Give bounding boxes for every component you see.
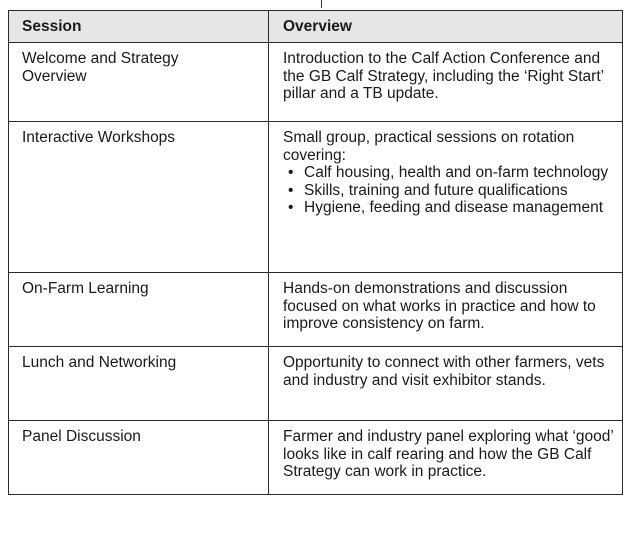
- session-cell: On-Farm Learning: [9, 273, 269, 347]
- session-name: Welcome and Strategy Overview: [22, 50, 179, 85]
- overview-text: Small group, practical sessions on rotation covering:: [283, 129, 575, 164]
- session-cell: Lunch and Networking: [9, 347, 269, 421]
- bullet-icon: •: [288, 164, 294, 181]
- bullet-icon: •: [288, 199, 294, 216]
- divider-tick: [321, 0, 322, 8]
- bullet-icon: •: [288, 181, 294, 199]
- list-item: [283, 182, 618, 200]
- topic-list: [283, 164, 618, 217]
- table-row: [9, 421, 623, 495]
- list-item-text: Skills, training and future qualifications: [304, 181, 568, 199]
- overview-cell: [269, 122, 623, 273]
- overview-column-header: Overview: [269, 11, 623, 43]
- overview-cell: Farmer and industry panel exploring what ‘good’ looks like in calf rearing and how the GB Calf Strategy can work in practice.: [269, 421, 623, 495]
- list-item: [283, 199, 618, 217]
- session-cell: [9, 43, 269, 122]
- session-cell: Interactive Workshops: [9, 122, 269, 273]
- list-item-text: Hygiene, feeding and disease management: [304, 199, 604, 216]
- list-item-text: Calf housing, health and on-farm technology: [304, 164, 609, 181]
- session-table: [8, 10, 623, 495]
- session-column-header: Session: [9, 11, 269, 43]
- overview-cell: Introduction to the Calf Action Conference and the GB Calf Strategy, including the ‘Right Start’ pillar and a TB update.: [269, 43, 623, 122]
- table-row: [9, 273, 623, 347]
- session-cell: Panel Discussion: [9, 421, 269, 495]
- table-row: [9, 122, 623, 273]
- table-header-row: [9, 11, 623, 43]
- overview-cell: Hands-on demonstrations and discussion focused on what works in practice and how to improve consistency on farm.: [269, 273, 623, 347]
- table-row: [9, 347, 623, 421]
- overview-cell: Opportunity to connect with other farmers, vets and industry and visit exhibitor stands.: [269, 347, 623, 421]
- table-row: [9, 43, 623, 122]
- list-item: [283, 164, 618, 182]
